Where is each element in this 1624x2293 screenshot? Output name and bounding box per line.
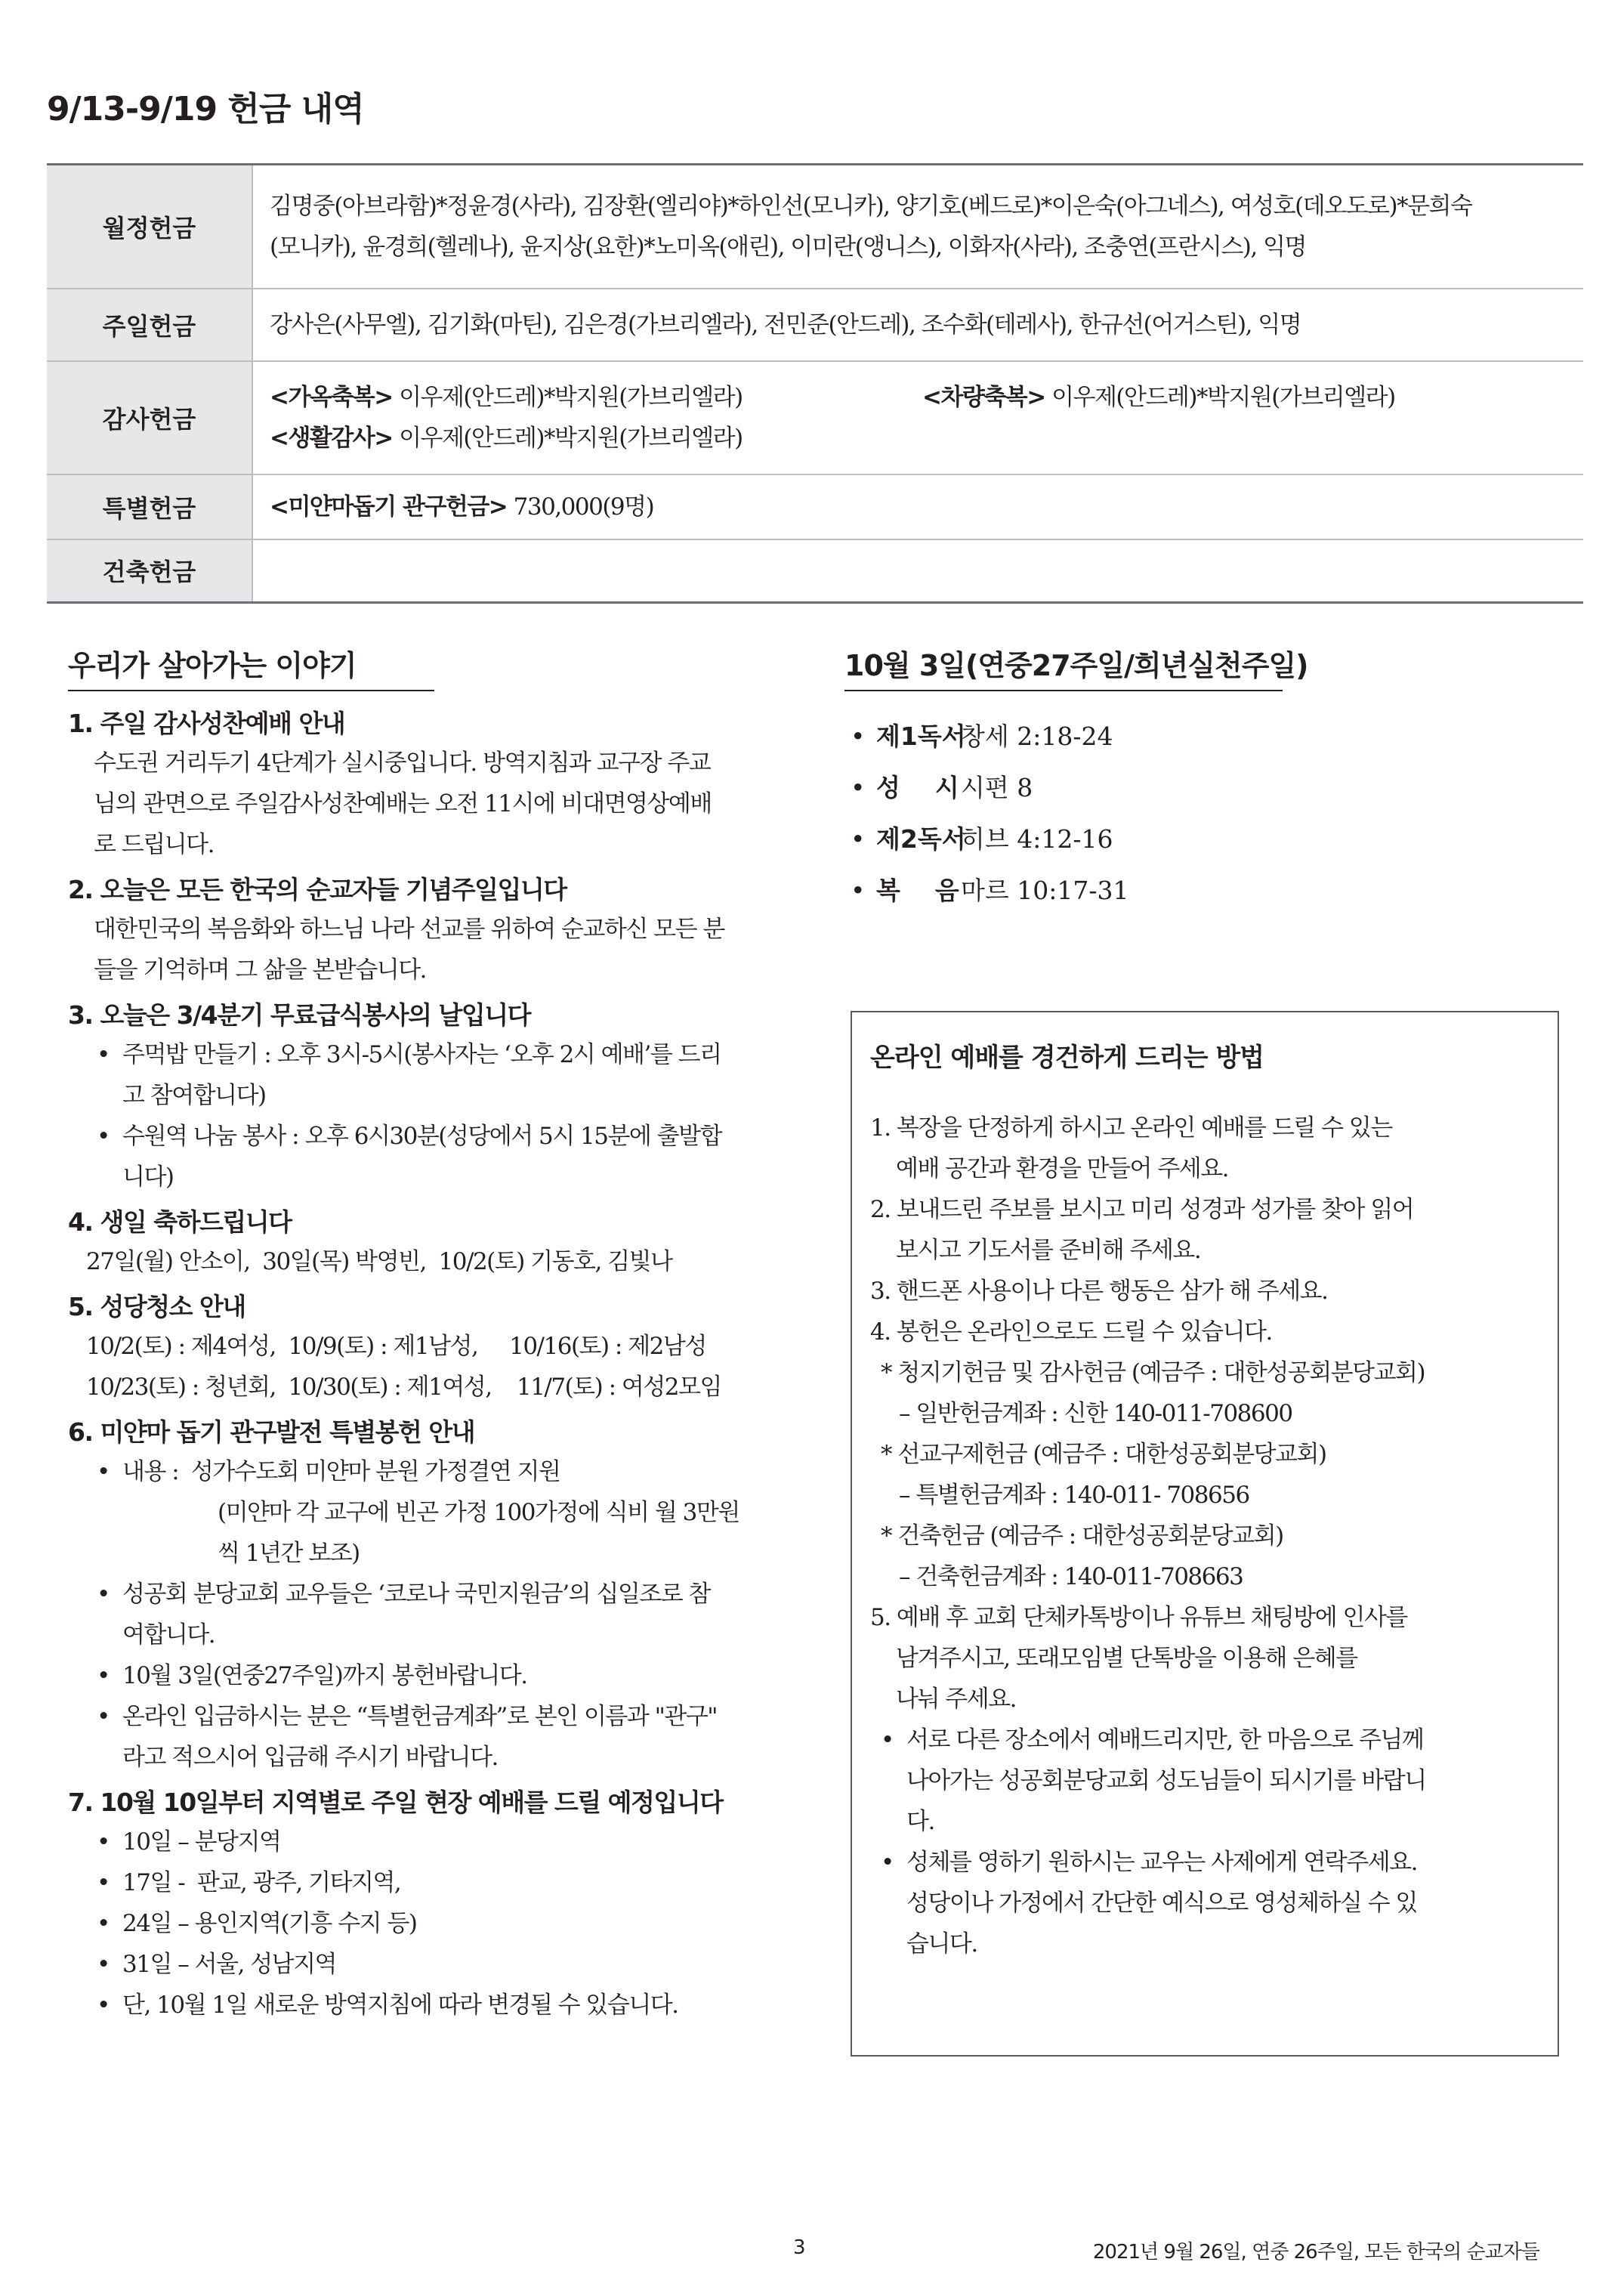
news-item-2 [68,871,804,990]
reading-value: 시편 8 [961,773,1033,802]
news-column [68,642,804,2026]
reading-label: 성 시 [876,773,959,802]
list-item [844,814,1592,865]
bullet-icon: • [851,824,866,854]
online-line: 4. 봉헌은 온라인으로도 드릴 수 있습니다. [870,1318,1272,1346]
thanks-life-tag: <생활감사> [270,424,393,452]
news-item-title: 1. 주일 감사성찬예배 안내 [68,709,345,738]
list-item: • 주먹밥 만들기 : 오후 3시-5시(봉사자는 ‘오후 2시 예배’를 드리 [68,1034,804,1075]
online-line: 보시고 기도서를 준비해 주세요. [896,1237,1201,1264]
online-line: * 건축헌금 (예금주 : 대한성공회분당교회) [881,1522,1283,1550]
news-item-title: 4. 생일 축하드립니다 [68,1207,292,1237]
list-item: • 단, 10월 1일 새로운 방역지침에 따라 변경될 수 있습니다. [68,1985,804,2026]
online-worship-box [851,1011,1559,2057]
reading-value: 마르 10:17-31 [961,876,1129,905]
news-text-line: 10/23(토) : 청년회, 10/30(토) : 제1여성, 11/7(토) : 여성2모임 [86,1374,721,1401]
news-item-title: 3. 오늘은 3/4분기 무료급식봉사의 날입니다 [68,1000,530,1030]
offering-content-sunday [252,289,1583,361]
list-item [844,711,1592,762]
news-text-line: 대한민국의 복음화와 하느님 나라 선교를 위하여 순교하신 모든 분 [94,916,724,943]
reading-label: 제1독서 [876,722,966,751]
special-amount: 730,000(9명) [513,493,654,521]
online-line: 다. [906,1808,934,1835]
online-line: 습니다. [906,1930,977,1958]
news-item-6 [68,1414,804,1778]
online-worship-title: 온라인 예배를 경건하게 드리는 방법 [870,1043,1264,1073]
news-item-title: 7. 10월 10일부터 지역별로 주일 현장 예배를 드릴 예정입니다 [68,1788,723,1817]
news-item-1 [68,705,804,865]
offering-content-special [252,474,1583,539]
online-line: * 청지기헌금 및 감사헌금 (예금주 : 대한성공회분당교회) [881,1359,1425,1386]
list-item: • 24일 – 용인지역(기흥 수지 등) [68,1903,804,1944]
thanks-car-names: 이우제(안드레)*박지원(가브리엘라) [1051,383,1395,411]
sunday-line: 강사은(사무엘), 김기화(마틴), 김은경(가브리엘라), 전민준(안드레), 조수화(테레사), 한규선(어거스틴), 익명 [270,311,1301,338]
news-item-4 [68,1204,804,1282]
online-line: 예배 공간과 환경을 만들어 주세요. [896,1155,1229,1182]
online-line: 나눠 주세요. [896,1686,1016,1713]
online-line: 남겨주시고, 또래모임별 단톡방을 이용해 은혜를 [896,1645,1357,1672]
thanks-row-1 [270,377,1567,418]
online-line: 3. 핸드폰 사용이나 다른 행동은 삼가 해 주세요. [870,1278,1328,1305]
table-row [47,289,1583,361]
reading-value: 히브 4:12-16 [961,824,1113,854]
news-text-line: 니다) [122,1163,174,1191]
footer-text: 2021년 9월 26일, 연중 26주일, 모든 한국의 순교자들 [1092,2241,1539,2264]
list-item: • 10일 – 분당지역 [68,1822,804,1862]
news-section-title: 우리가 살아가는 이야기 [68,642,434,691]
news-text-line: 10/2(토) : 제4여성, 10/9(토) : 제1남성, 10/16(토) : 제2남성 [86,1333,706,1360]
special-tag: <미얀마돕기 관구헌금> [270,493,508,521]
online-line: 성당이나 가정에서 간단한 예식으로 영성체하실 수 있 [906,1890,1417,1917]
news-item-title: 5. 성당청소 안내 [68,1292,245,1321]
readings-list [844,711,1592,916]
offering-label-monthly: 월정헌금 [47,165,252,289]
readings-section-title: 10월 3일(연중27주일/희년실천주일) [844,642,1283,691]
online-line: – 건축헌금계좌 : 140-011-708663 [899,1563,1243,1590]
offering-label-thanks: 감사헌금 [47,361,252,474]
table-row [47,539,1583,603]
bullet-icon: • [851,722,866,751]
readings-column [844,642,1592,916]
online-line: – 특별헌금계좌 : 140-011- 708656 [899,1482,1249,1509]
offering-table [47,163,1583,604]
offering-content-building [252,539,1583,603]
special-line [270,487,1567,527]
list-item: • 내용 : 성가수도회 미얀마 분원 가정결연 지원 [68,1451,804,1492]
list-item: • 서로 다른 장소에서 예배드리지만, 한 마음으로 주님께 [870,1720,1536,1760]
online-line: 2. 보내드린 주보를 보시고 미리 성경과 성가를 찾아 읽어 [870,1196,1414,1223]
news-text-line: 고 참여합니다) [122,1082,266,1109]
monthly-line-2: (모니카), 윤경희(헬레나), 윤지상(요한)*노미옥(애린), 이미란(앵니스), 이화자(사라), 조충연(프란시스), 익명 [270,233,1306,261]
online-line: * 선교구제헌금 (예금주 : 대한성공회분당교회) [881,1441,1326,1468]
list-item: • 성체를 영하기 원하시는 교우는 사제에게 연락주세요. [870,1842,1536,1883]
online-line: 5. 예배 후 교회 단체카톡방이나 유튜브 채팅방에 인사를 [870,1604,1407,1631]
news-item-title: 2. 오늘은 모든 한국의 순교자들 기념주일입니다 [68,875,567,904]
bullet-icon: • [851,876,866,905]
list-item [844,762,1592,814]
news-text-line: 라고 적으시어 입금해 주시기 바랍니다. [122,1744,498,1771]
thanks-car-tag: <차량축복> [922,383,1045,411]
news-text-line: 수도권 거리두기 4단계가 실시중입니다. 방역지침과 교구장 주교 [94,749,711,777]
online-line: – 일반헌금계좌 : 신한 140-011-708600 [899,1400,1292,1427]
news-text-line: 들을 기억하며 그 삶을 본받습니다. [94,956,427,984]
list-item [844,865,1592,916]
online-line: 1. 복장을 단정하게 하시고 온라인 예배를 드릴 수 있는 [870,1114,1392,1142]
news-text-line: 로 드립니다. [94,831,214,858]
table-row [47,165,1583,289]
bullet-icon: • [851,773,866,802]
offering-label-sunday: 주일헌금 [47,289,252,361]
news-text-line: 님의 관면으로 주일감사성찬예배는 오전 11시에 비대면영상예배 [94,790,712,817]
news-text-line: (미얀마 각 교구에 빈곤 가정 100가정에 식비 월 3만원 [218,1499,739,1526]
reading-value: 창세 2:18-24 [961,722,1113,751]
list-item: • 10월 3일(연중27주일)까지 봉헌바랍니다. [68,1655,804,1696]
thanks-family-tag: <가옥축복> [270,383,393,411]
thanks-life-names: 이우제(안드레)*박지원(가브리엘라) [399,424,743,452]
monthly-line-1: 김명중(아브라함)*정윤경(사라), 김장환(엘리야)*하인선(모니카), 양기호(베드로)*이은숙(아그네스), 여성호(데오도로)*문희숙 [270,192,1472,220]
list-item: • 수원역 나눔 봉사 : 오후 6시30분(성당에서 5시 15분에 출발합 [68,1116,804,1157]
list-item: • 성공회 분당교회 교우들은 ‘코로나 국민지원금’의 십일조로 참 [68,1574,804,1615]
table-row [47,361,1583,474]
news-item-3 [68,997,804,1197]
thanks-life [270,418,1567,459]
offering-label-special: 특별헌금 [47,474,252,539]
list-item: • 17일 - 판교, 광주, 기타지역, [68,1862,804,1903]
news-text-line: 여합니다. [122,1621,215,1649]
offering-content-monthly [252,165,1583,289]
reading-label: 제2독서 [876,824,966,854]
online-line: 나아가는 성공회분당교회 성도님들이 되시기를 바랍니 [906,1767,1426,1794]
page-title: 9/13-9/19 헌금 내역 [47,90,364,128]
thanks-family-names: 이우제(안드레)*박지원(가브리엘라) [399,383,743,411]
news-item-title: 6. 미얀마 돕기 관구발전 특별봉헌 안내 [68,1417,475,1447]
news-item-7 [68,1784,804,2026]
offering-content-thanks [252,361,1583,474]
page-number: 3 [793,2236,806,2259]
table-row [47,474,1583,539]
offering-label-building: 건축헌금 [47,539,252,603]
news-item-5 [68,1288,804,1408]
news-text-line: 27일(월) 안소이, 30일(목) 박영빈, 10/2(토) 기동호, 김빛나 [86,1248,672,1275]
news-text-line: 씩 1년간 보조) [218,1540,360,1567]
thanks-family [270,377,922,418]
list-item: • 31일 – 서울, 성남지역 [68,1944,804,1985]
list-item: • 온라인 입금하시는 분은 “특별헌금계좌”로 본인 이름과 "관구" [68,1696,804,1737]
reading-label: 복 음 [876,876,959,905]
thanks-car [922,377,1395,418]
